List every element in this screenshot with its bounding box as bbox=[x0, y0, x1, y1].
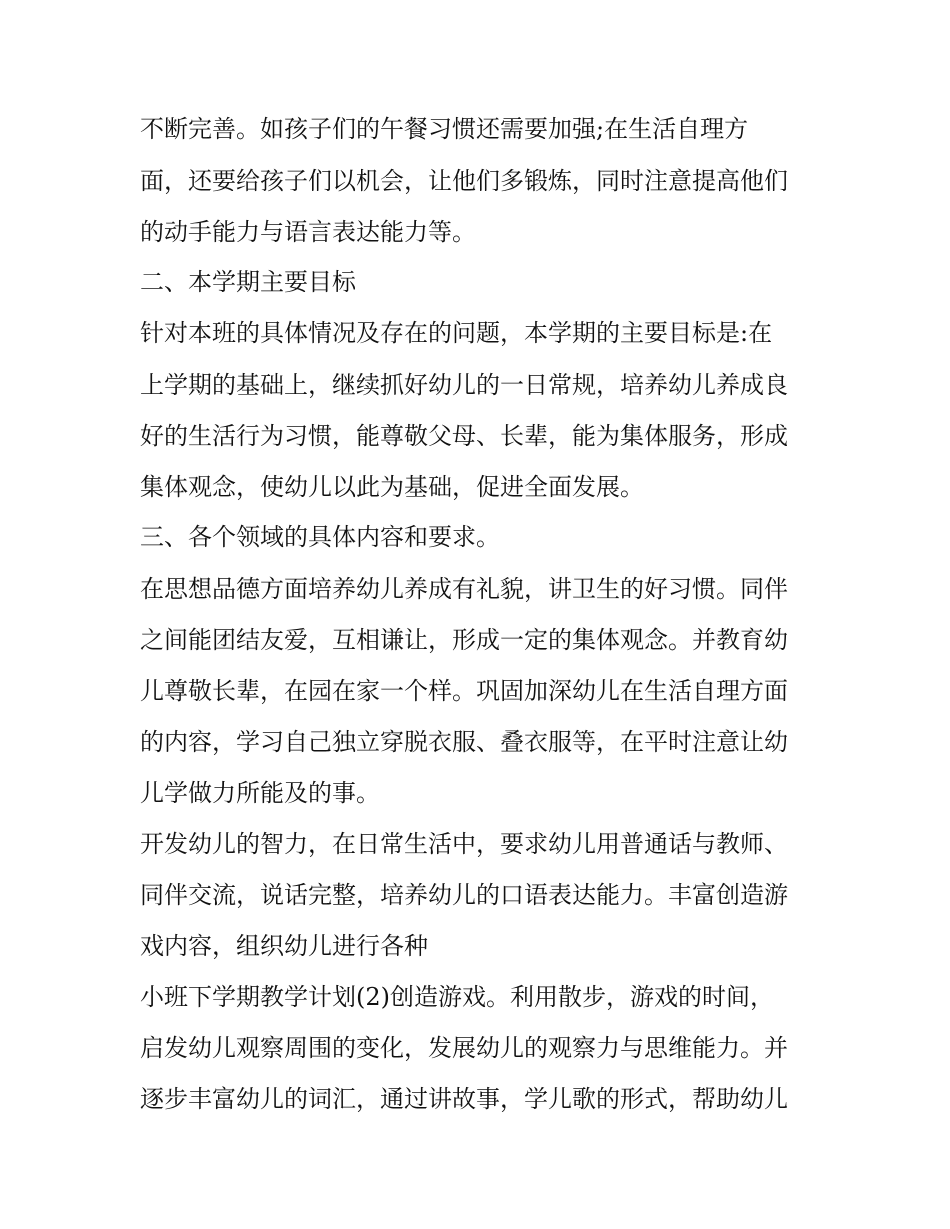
text-line: 好的生活行为习惯，能尊敬父母、长辈，能为集体服务，形成 bbox=[140, 422, 788, 450]
text-line: 儿尊敬长辈，在园在家一个样。巩固加深幼儿在生活自理方面 bbox=[140, 677, 788, 705]
text-line: 戏内容，组织幼儿进行各种 bbox=[140, 932, 428, 960]
text-line: 之间能团结友爱，互相谦让，形成一定的集体观念。并教育幼 bbox=[140, 626, 788, 654]
text-line: 逐步丰富幼儿的词汇，通过讲故事，学儿歌的形式，帮助幼儿 bbox=[140, 1085, 788, 1113]
text-line: 儿学做力所能及的事。 bbox=[140, 779, 380, 807]
text-line: 不断完善。如孩子们的午餐习惯还需要加强;在生活自理方 bbox=[140, 115, 749, 143]
text-line: 开发幼儿的智力，在日常生活中，要求幼儿用普通话与教师、 bbox=[140, 830, 788, 858]
text-line: 同伴交流，说话完整，培养幼儿的口语表达能力。丰富创造游 bbox=[140, 881, 788, 909]
text-line: 小班下学期教学计划(2)创造游戏。利用散步，游戏的时间， bbox=[140, 983, 774, 1011]
text-line: 面，还要给孩子们以机会，让他们多锻炼，同时注意提高他们 bbox=[140, 167, 788, 195]
text-line: 启发幼儿观察周围的变化，发展幼儿的观察力与思维能力。并 bbox=[140, 1034, 788, 1062]
text-line: 的动手能力与语言表达能力等。 bbox=[140, 218, 476, 246]
text-line: 集体观念，使幼儿以此为基础，促进全面发展。 bbox=[140, 473, 644, 501]
text-line: 在思想品德方面培养幼儿养成有礼貌，讲卫生的好习惯。同伴 bbox=[140, 575, 788, 603]
section-heading: 三、各个领域的具体内容和要求。 bbox=[140, 523, 500, 551]
text-line: 的内容，学习自己独立穿脱衣服、叠衣服等，在平时注意让幼 bbox=[140, 728, 788, 756]
text-line: 上学期的基础上，继续抓好幼儿的一日常规，培养幼儿养成良 bbox=[140, 371, 788, 399]
text-line: 针对本班的具体情况及存在的问题，本学期的主要目标是:在 bbox=[140, 319, 773, 347]
section-heading: 二、本学期主要目标 bbox=[140, 268, 356, 296]
